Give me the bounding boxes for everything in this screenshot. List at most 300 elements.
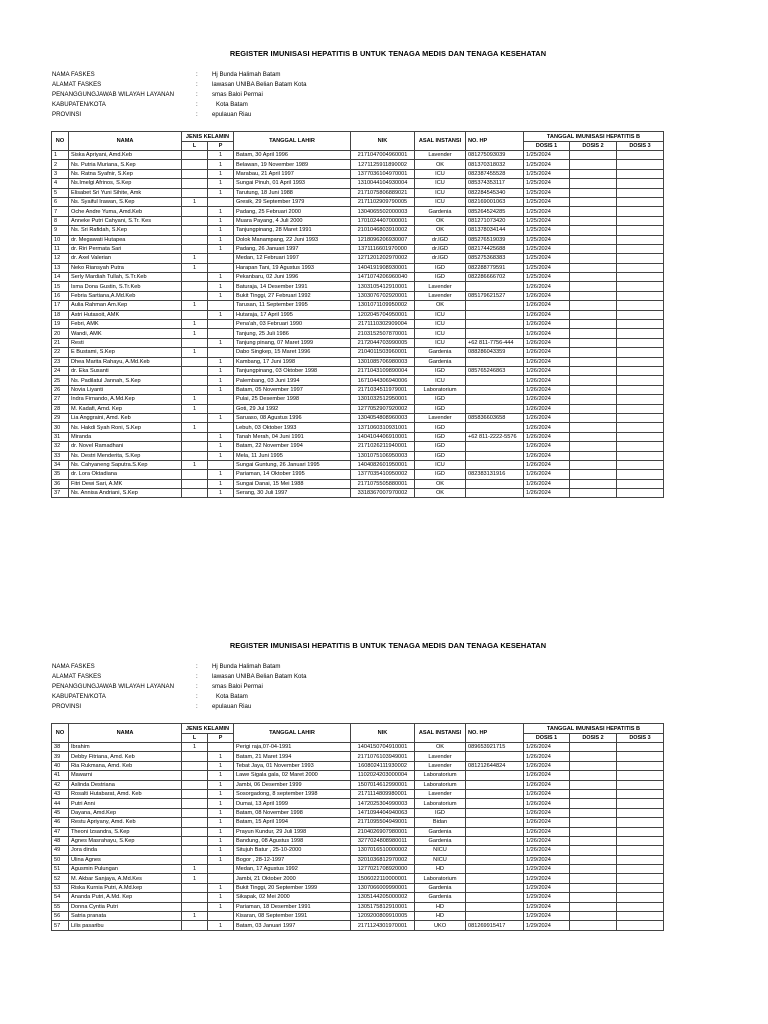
cell-no: 41 bbox=[52, 771, 69, 780]
cell-asal-instansi: Gardenia bbox=[415, 357, 466, 366]
cell-jk-l bbox=[182, 413, 208, 422]
cell-dosis2 bbox=[570, 761, 617, 770]
cell-jk-l bbox=[182, 366, 208, 375]
cell-asal-instansi: IGD bbox=[415, 432, 466, 441]
table-row bbox=[52, 291, 664, 300]
cell-nama: Miranda bbox=[69, 432, 182, 441]
cell-asal-instansi: ICU bbox=[415, 188, 466, 197]
cell-jk-l bbox=[182, 761, 208, 770]
cell-no: 50 bbox=[52, 855, 69, 864]
cell-dosis3 bbox=[617, 470, 664, 479]
cell-no-hp bbox=[466, 423, 524, 432]
cell-jk-l bbox=[182, 808, 208, 817]
register-table-2 bbox=[51, 723, 664, 931]
register-rows-1 bbox=[52, 151, 664, 498]
cell-dosis1: 1/26/2024 bbox=[524, 348, 570, 357]
cell-jk-l: 1 bbox=[182, 865, 208, 874]
col-header-jenis-kelamin: JENIS KELAMIN bbox=[182, 724, 234, 734]
cell-no: 15 bbox=[52, 282, 69, 291]
cell-dosis2 bbox=[570, 912, 617, 921]
cell-asal-instansi: Gardenia bbox=[415, 348, 466, 357]
cell-jk-l bbox=[182, 836, 208, 845]
cell-asal-instansi: dr.IGD bbox=[415, 244, 466, 253]
cell-asal-instansi: Gardenia bbox=[415, 883, 466, 892]
cell-dosis2 bbox=[570, 291, 617, 300]
cell-dosis1: 1/26/2024 bbox=[524, 404, 570, 413]
cell-no-hp bbox=[466, 404, 524, 413]
cell-dosis3 bbox=[617, 235, 664, 244]
table-row bbox=[52, 376, 664, 385]
cell-no-hp bbox=[466, 385, 524, 394]
cell-no-hp bbox=[466, 808, 524, 817]
info-colon: : bbox=[196, 101, 198, 108]
cell-tanggal-lahir: Sosorgadong, 8 september 1998 bbox=[234, 789, 351, 798]
cell-dosis1: 1/26/2024 bbox=[524, 310, 570, 319]
cell-no: 7 bbox=[52, 207, 69, 216]
cell-jk-p: 1 bbox=[208, 432, 234, 441]
cell-dosis3 bbox=[617, 310, 664, 319]
cell-no-hp: 085179621527 bbox=[466, 291, 524, 300]
cell-dosis3 bbox=[617, 865, 664, 874]
table-row bbox=[52, 235, 664, 244]
cell-tanggal-lahir: Tebat Jaya, 01 November 1993 bbox=[234, 761, 351, 770]
cell-jk-l bbox=[182, 921, 208, 930]
cell-dosis2 bbox=[570, 865, 617, 874]
cell-nama: Elisabet Sri Yuni Sihite, Amk bbox=[69, 188, 182, 197]
cell-asal-instansi: Gardenia bbox=[415, 836, 466, 845]
cell-dosis3 bbox=[617, 226, 664, 235]
cell-tanggal-lahir: Sikapak, 02 Mei 2000 bbox=[234, 893, 351, 902]
cell-asal-instansi: IGD bbox=[415, 470, 466, 479]
cell-jk-p: 1 bbox=[208, 207, 234, 216]
cell-dosis2 bbox=[570, 479, 617, 488]
col-header-dosis2: DOSIS 2 bbox=[570, 142, 617, 151]
cell-dosis1: 1/26/2024 bbox=[524, 376, 570, 385]
cell-tanggal-lahir: Pulai, 25 Desember 1998 bbox=[234, 395, 351, 404]
table-row bbox=[52, 207, 664, 216]
cell-dosis2 bbox=[570, 846, 617, 855]
info-colon: : bbox=[196, 693, 198, 700]
cell-dosis3 bbox=[617, 780, 664, 789]
cell-nama: Ns. Syaiful Irawan, S.Kep bbox=[69, 197, 182, 206]
faskes-info bbox=[0, 662, 768, 720]
cell-dosis1: 1/25/2024 bbox=[524, 197, 570, 206]
cell-dosis2 bbox=[570, 883, 617, 892]
cell-nama: Theoni Izsandra, S.Kep bbox=[69, 827, 182, 836]
cell-jk-p: 1 bbox=[208, 310, 234, 319]
info-label: PROVINSI bbox=[52, 703, 82, 710]
cell-nik: 1271125911890002 bbox=[351, 160, 415, 169]
cell-dosis3 bbox=[617, 263, 664, 272]
table-row bbox=[52, 216, 664, 225]
cell-dosis1: 1/26/2024 bbox=[524, 836, 570, 845]
cell-asal-instansi: OK bbox=[415, 743, 466, 752]
cell-jk-l bbox=[182, 151, 208, 160]
cell-no-hp bbox=[466, 442, 524, 451]
cell-jk-p: 1 bbox=[208, 169, 234, 178]
cell-jk-p: 1 bbox=[208, 338, 234, 347]
cell-tanggal-lahir: Bukit Tinggi, 20 September 1999 bbox=[234, 883, 351, 892]
cell-no: 36 bbox=[52, 479, 69, 488]
cell-dosis1: 1/29/2024 bbox=[524, 893, 570, 902]
cell-jk-p: 1 bbox=[208, 489, 234, 498]
cell-jk-p: 1 bbox=[208, 479, 234, 488]
cell-tanggal-lahir: Tanjung, 25 Juli 1986 bbox=[234, 329, 351, 338]
table-row bbox=[52, 423, 664, 432]
cell-no: 8 bbox=[52, 216, 69, 225]
cell-dosis3 bbox=[617, 836, 664, 845]
cell-no: 33 bbox=[52, 451, 69, 460]
cell-nik: 1271201202970002 bbox=[351, 254, 415, 263]
cell-dosis2 bbox=[570, 216, 617, 225]
cell-tanggal-lahir: Batam, 15 April 1994 bbox=[234, 818, 351, 827]
cell-jk-p bbox=[208, 348, 234, 357]
table-row bbox=[52, 320, 664, 329]
cell-jk-l bbox=[182, 432, 208, 441]
cell-dosis3 bbox=[617, 855, 664, 864]
cell-dosis1: 1/26/2024 bbox=[524, 442, 570, 451]
table-row bbox=[52, 282, 664, 291]
cell-asal-instansi: ICU bbox=[415, 179, 466, 188]
cell-dosis2 bbox=[570, 282, 617, 291]
cell-no-hp: 082174425688 bbox=[466, 244, 524, 253]
cell-jk-l bbox=[182, 273, 208, 282]
cell-dosis2 bbox=[570, 320, 617, 329]
cell-tanggal-lahir: Tarutung, 18 Juni 1988 bbox=[234, 188, 351, 197]
cell-nik: 1301075106950003 bbox=[351, 451, 415, 460]
cell-nama: Aslinda Destriana bbox=[69, 780, 182, 789]
cell-dosis3 bbox=[617, 329, 664, 338]
cell-dosis1: 1/25/2024 bbox=[524, 179, 570, 188]
cell-nik: 1404104406910001 bbox=[351, 432, 415, 441]
cell-jk-l bbox=[182, 752, 208, 761]
table-row bbox=[52, 771, 664, 780]
cell-dosis2 bbox=[570, 921, 617, 930]
table-row bbox=[52, 855, 664, 864]
cell-no: 46 bbox=[52, 818, 69, 827]
cell-nama: Ns. Hakdi Syah Roni, S.Kep bbox=[69, 423, 182, 432]
cell-dosis1: 1/26/2024 bbox=[524, 385, 570, 394]
cell-tanggal-lahir: Sungai Pinuh, 01 April 1993 bbox=[234, 179, 351, 188]
cell-no: 14 bbox=[52, 273, 69, 282]
cell-asal-instansi: ICU bbox=[415, 329, 466, 338]
cell-nama: Resti bbox=[69, 338, 182, 347]
cell-nama: Fitri Dewi Sari, A.MK bbox=[69, 479, 182, 488]
cell-nama: Indra Firnando, A.Md.Kep bbox=[69, 395, 182, 404]
cell-dosis2 bbox=[570, 179, 617, 188]
cell-jk-l bbox=[182, 489, 208, 498]
cell-tanggal-lahir: Batam, 21 Maret 1994 bbox=[234, 752, 351, 761]
cell-nama: Jora dinda bbox=[69, 846, 182, 855]
col-header-dosis1: DOSIS 1 bbox=[524, 734, 570, 743]
table-row bbox=[52, 902, 664, 911]
cell-dosis2 bbox=[570, 799, 617, 808]
table-row bbox=[52, 460, 664, 469]
cell-dosis2 bbox=[570, 188, 617, 197]
cell-nama: Dhea Marita Rahayu, A.Md.Keb bbox=[69, 357, 182, 366]
cell-tanggal-lahir: Bogor , 28-12-1997 bbox=[234, 855, 351, 864]
cell-no: 20 bbox=[52, 329, 69, 338]
col-header-dosis1: DOSIS 1 bbox=[524, 142, 570, 151]
cell-no: 35 bbox=[52, 470, 69, 479]
cell-no: 49 bbox=[52, 846, 69, 855]
cell-jk-l bbox=[182, 244, 208, 253]
cell-nama: Ns. Padilatul Jannah, S.Kep bbox=[69, 376, 182, 385]
cell-nama: Febria Sartiana,A.Md.Keb bbox=[69, 291, 182, 300]
cell-asal-instansi: Lavender bbox=[415, 151, 466, 160]
cell-no-hp: 081370318032 bbox=[466, 160, 524, 169]
cell-jk-l bbox=[182, 207, 208, 216]
cell-nik: 1307016510000002 bbox=[351, 846, 415, 855]
cell-nik: 2171114809980001 bbox=[351, 789, 415, 798]
cell-no-hp: 085836603658 bbox=[466, 413, 524, 422]
cell-dosis1: 1/26/2024 bbox=[524, 423, 570, 432]
cell-no-hp: 081212644824 bbox=[466, 761, 524, 770]
cell-dosis1: 1/29/2024 bbox=[524, 883, 570, 892]
col-header-no: NO bbox=[52, 724, 69, 743]
col-header-nik: NIK bbox=[351, 724, 415, 743]
info-colon: : bbox=[196, 71, 198, 78]
cell-nama: Isma Dona Gustin, S.Tr.Keb bbox=[69, 282, 182, 291]
cell-jk-p bbox=[208, 865, 234, 874]
cell-dosis1: 1/25/2024 bbox=[524, 188, 570, 197]
cell-dosis3 bbox=[617, 902, 664, 911]
cell-dosis2 bbox=[570, 893, 617, 902]
table-row bbox=[52, 385, 664, 394]
cell-dosis3 bbox=[617, 254, 664, 263]
cell-jk-l bbox=[182, 827, 208, 836]
cell-dosis2 bbox=[570, 329, 617, 338]
cell-tanggal-lahir: Pena'ah, 03 Februari 1990 bbox=[234, 320, 351, 329]
cell-asal-instansi: Laboratorium bbox=[415, 385, 466, 394]
cell-nik: 2171102909790005 bbox=[351, 197, 415, 206]
info-value: Hj Bunda Halimah Batam bbox=[212, 663, 281, 670]
cell-dosis1: 1/26/2024 bbox=[524, 827, 570, 836]
col-header-tanggal-imunisasi: TANGGAL IMUNISASI HEPATITIS B bbox=[524, 132, 664, 142]
cell-asal-instansi: NICU bbox=[415, 855, 466, 864]
cell-jk-p: 1 bbox=[208, 376, 234, 385]
cell-dosis1: 1/26/2024 bbox=[524, 808, 570, 817]
cell-nama: Debby Fitriana, Amd. Keb bbox=[69, 752, 182, 761]
cell-no-hp: 081275093039 bbox=[466, 151, 524, 160]
cell-jk-p bbox=[208, 874, 234, 883]
cell-no: 52 bbox=[52, 874, 69, 883]
cell-dosis3 bbox=[617, 413, 664, 422]
cell-dosis3 bbox=[617, 789, 664, 798]
cell-dosis2 bbox=[570, 413, 617, 422]
cell-tanggal-lahir: Gresik, 29 September 1979 bbox=[234, 197, 351, 206]
cell-nik: 3201036812970002 bbox=[351, 855, 415, 864]
cell-no-hp bbox=[466, 357, 524, 366]
info-colon: : bbox=[196, 683, 198, 690]
cell-dosis2 bbox=[570, 301, 617, 310]
cell-dosis2 bbox=[570, 874, 617, 883]
cell-no: 48 bbox=[52, 836, 69, 845]
cell-dosis1: 1/25/2024 bbox=[524, 207, 570, 216]
cell-asal-instansi: dr.IGD bbox=[415, 254, 466, 263]
register-table-1 bbox=[51, 131, 664, 498]
cell-nama: dr. Lora Oktadiana bbox=[69, 470, 182, 479]
cell-dosis1: 1/25/2024 bbox=[524, 160, 570, 169]
cell-nik: 1506022110000001 bbox=[351, 874, 415, 883]
cell-dosis1: 1/26/2024 bbox=[524, 479, 570, 488]
cell-dosis3 bbox=[617, 179, 664, 188]
cell-jk-p: 1 bbox=[208, 357, 234, 366]
cell-no: 16 bbox=[52, 291, 69, 300]
table-row bbox=[52, 357, 664, 366]
cell-jk-l bbox=[182, 357, 208, 366]
cell-nik: 2171047004960001 bbox=[351, 151, 415, 160]
cell-no-hp bbox=[466, 893, 524, 902]
cell-asal-instansi: HD bbox=[415, 865, 466, 874]
cell-dosis1: 1/26/2024 bbox=[524, 357, 570, 366]
cell-tanggal-lahir: Belawan, 19 November 1989 bbox=[234, 160, 351, 169]
info-value: smas Baloi Permai bbox=[212, 91, 263, 98]
cell-asal-instansi: Lavender bbox=[415, 789, 466, 798]
cell-no: 57 bbox=[52, 921, 69, 930]
cell-no: 18 bbox=[52, 310, 69, 319]
cell-nik: 2171043109890004 bbox=[351, 366, 415, 375]
cell-no-hp bbox=[466, 780, 524, 789]
cell-dosis3 bbox=[617, 771, 664, 780]
cell-nama: Ibrahim bbox=[69, 743, 182, 752]
table-row bbox=[52, 761, 664, 770]
table-row bbox=[52, 244, 664, 253]
info-value: epulauan Riau bbox=[212, 111, 252, 118]
table-row bbox=[52, 893, 664, 902]
cell-no-hp: 085275368383 bbox=[466, 254, 524, 263]
cell-nik: 2104011503960001 bbox=[351, 348, 415, 357]
table-row bbox=[52, 818, 664, 827]
faskes-info bbox=[0, 70, 768, 128]
cell-no: 21 bbox=[52, 338, 69, 347]
cell-dosis2 bbox=[570, 489, 617, 498]
cell-no-hp: 085765246863 bbox=[466, 366, 524, 375]
cell-no: 32 bbox=[52, 442, 69, 451]
cell-jk-p bbox=[208, 423, 234, 432]
cell-jk-p bbox=[208, 197, 234, 206]
cell-dosis1: 1/25/2024 bbox=[524, 263, 570, 272]
table-row bbox=[52, 836, 664, 845]
cell-dosis1: 1/26/2024 bbox=[524, 395, 570, 404]
table-row bbox=[52, 442, 664, 451]
cell-nama: dr. Axel Valerian bbox=[69, 254, 182, 263]
cell-no: 19 bbox=[52, 320, 69, 329]
table-row bbox=[52, 151, 664, 160]
cell-dosis2 bbox=[570, 385, 617, 394]
col-header-dosis2: DOSIS 2 bbox=[570, 734, 617, 743]
cell-dosis2 bbox=[570, 254, 617, 263]
cell-dosis1: 1/26/2024 bbox=[524, 460, 570, 469]
cell-jk-l bbox=[182, 235, 208, 244]
cell-nik: 1202045704950001 bbox=[351, 310, 415, 319]
cell-tanggal-lahir: Batam, 30 April 1996 bbox=[234, 151, 351, 160]
cell-dosis3 bbox=[617, 151, 664, 160]
table-row bbox=[52, 752, 664, 761]
cell-dosis1: 1/29/2024 bbox=[524, 874, 570, 883]
cell-tanggal-lahir: Padang, 26 Januari 1997 bbox=[234, 244, 351, 253]
cell-jk-p: 1 bbox=[208, 818, 234, 827]
cell-nama: Ananda Putri, A.Md. Kep bbox=[69, 893, 182, 902]
cell-nik: 1507014612990001 bbox=[351, 780, 415, 789]
cell-jk-l: 1 bbox=[182, 395, 208, 404]
cell-dosis3 bbox=[617, 197, 664, 206]
cell-dosis1: 1/26/2024 bbox=[524, 846, 570, 855]
cell-asal-instansi: ICU bbox=[415, 320, 466, 329]
cell-jk-l bbox=[182, 470, 208, 479]
cell-nama: Neko Riansyah Putra bbox=[69, 263, 182, 272]
cell-tanggal-lahir: Harapan Tani, 19 Agustus 1993 bbox=[234, 263, 351, 272]
cell-dosis2 bbox=[570, 338, 617, 347]
cell-nik: 1301085706980003 bbox=[351, 357, 415, 366]
cell-dosis3 bbox=[617, 423, 664, 432]
cell-no: 54 bbox=[52, 893, 69, 902]
cell-tanggal-lahir: Jambi, 21 Oktober 2000 bbox=[234, 874, 351, 883]
cell-no-hp: 081378034144 bbox=[466, 226, 524, 235]
cell-jk-p: 1 bbox=[208, 470, 234, 479]
cell-nik: 2104026907980001 bbox=[351, 827, 415, 836]
cell-asal-instansi: IGD bbox=[415, 451, 466, 460]
table-row bbox=[52, 413, 664, 422]
cell-tanggal-lahir: Situjuh Batur , 25-10-2000 bbox=[234, 846, 351, 855]
cell-no-hp bbox=[466, 282, 524, 291]
cell-jk-l: 1 bbox=[182, 320, 208, 329]
cell-no-hp: 089653921715 bbox=[466, 743, 524, 752]
cell-nik: 2171026211940001 bbox=[351, 442, 415, 451]
table-row bbox=[52, 188, 664, 197]
col-header-dosis3: DOSIS 3 bbox=[617, 142, 664, 151]
cell-dosis1: 1/26/2024 bbox=[524, 799, 570, 808]
cell-dosis2 bbox=[570, 743, 617, 752]
cell-asal-instansi: Laboratorium bbox=[415, 771, 466, 780]
cell-no: 10 bbox=[52, 235, 69, 244]
cell-no-hp bbox=[466, 752, 524, 761]
cell-jk-p: 1 bbox=[208, 188, 234, 197]
register-title: REGISTER IMUNISASI HEPATITIS B UNTUK TENAGA MEDIS DAN TENAGA KESEHATAN bbox=[229, 49, 547, 58]
cell-jk-l: 1 bbox=[182, 329, 208, 338]
cell-jk-p: 1 bbox=[208, 902, 234, 911]
cell-nama: Ns.Imelgi Afrinos, S.Kep bbox=[69, 179, 182, 188]
cell-dosis3 bbox=[617, 273, 664, 282]
cell-nik: 2171034511979001 bbox=[351, 385, 415, 394]
cell-dosis2 bbox=[570, 235, 617, 244]
cell-dosis2 bbox=[570, 780, 617, 789]
table-row bbox=[52, 846, 664, 855]
cell-dosis1: 1/26/2024 bbox=[524, 366, 570, 375]
cell-tanggal-lahir: Prayun Kundur, 29 Juli 1998 bbox=[234, 827, 351, 836]
cell-nik: 2171075505880001 bbox=[351, 479, 415, 488]
cell-tanggal-lahir: Kisaran, 08 September 1991 bbox=[234, 912, 351, 921]
cell-dosis3 bbox=[617, 320, 664, 329]
cell-tanggal-lahir: Goti, 29 Jul 1992 bbox=[234, 404, 351, 413]
cell-asal-instansi: IGD bbox=[415, 366, 466, 375]
cell-nik: 1305175812910001 bbox=[351, 902, 415, 911]
cell-asal-instansi: HD bbox=[415, 912, 466, 921]
cell-dosis3 bbox=[617, 761, 664, 770]
cell-jk-l bbox=[182, 169, 208, 178]
cell-dosis1: 1/26/2024 bbox=[524, 743, 570, 752]
cell-nik: 3277024808980011 bbox=[351, 836, 415, 845]
cell-tanggal-lahir: Lawe Sigala gala, 02 Maret 2000 bbox=[234, 771, 351, 780]
cell-no: 30 bbox=[52, 423, 69, 432]
cell-dosis2 bbox=[570, 470, 617, 479]
cell-jk-p: 1 bbox=[208, 761, 234, 770]
cell-dosis2 bbox=[570, 460, 617, 469]
cell-nama: Ns. Annisa Andriani, S.Kep bbox=[69, 489, 182, 498]
info-colon: : bbox=[196, 703, 198, 710]
info-value: Kota Batam bbox=[216, 693, 248, 700]
cell-no: 53 bbox=[52, 883, 69, 892]
